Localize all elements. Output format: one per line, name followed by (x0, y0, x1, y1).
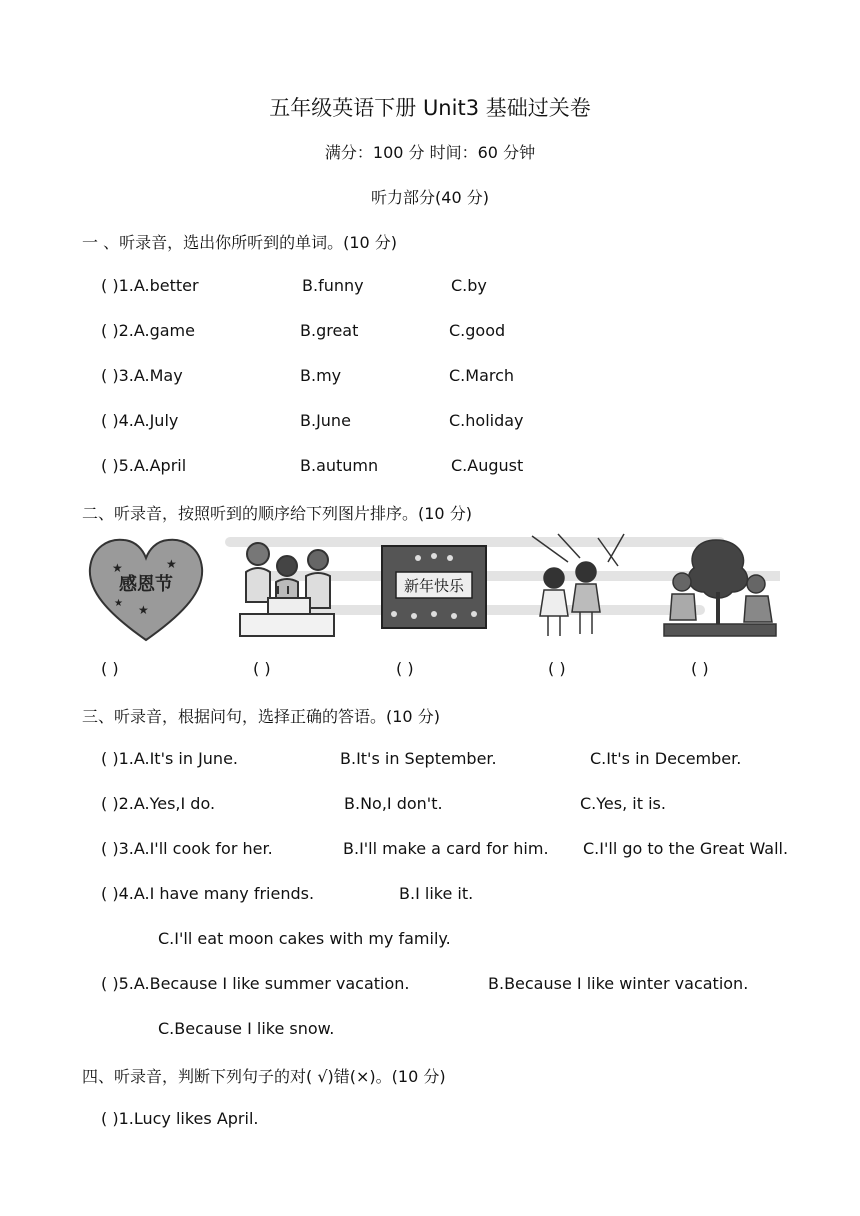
s3-q3-stem: ( )3.A.I'll cook for her. (101, 839, 273, 858)
svg-text:★: ★ (138, 603, 149, 617)
s1-q1-stem: ( )1.A.better (101, 276, 199, 295)
s3-q2-stem: ( )2.A.Yes,I do. (101, 794, 216, 813)
section-1-heading: 一 、听录音，选出你所听到的单词。(10 分) (82, 233, 398, 252)
s3-q2-b: B.No,I don't. (344, 794, 443, 813)
s1-q1-c: C.by (451, 276, 487, 295)
page-title: 五年级英语下册 Unit3 基础过关卷 (269, 96, 591, 120)
s4-q1: ( )1.Lucy likes April. (101, 1109, 259, 1128)
s3-q5-stem: ( )5.A.Because I like summer vacation. (101, 974, 410, 993)
svg-text:★: ★ (114, 598, 123, 609)
s1-q2-c: C.good (449, 321, 506, 340)
kids-planting-tree-icon (660, 532, 780, 644)
s3-q4-stem: ( )4.A.I have many friends. (101, 884, 315, 903)
picture-1-answer-blank[interactable]: ( ) (101, 659, 119, 678)
s1-q5-stem: ( )5.A.April (101, 456, 187, 475)
heart-thanksgiving-icon (86, 532, 206, 644)
s3-q4-c: C.I'll eat moon cakes with my family. (158, 929, 451, 948)
picture-2-answer-blank[interactable]: ( ) (253, 659, 271, 678)
kids-fireworks-icon (528, 532, 640, 644)
s3-q5-c: C.Because I like snow. (158, 1019, 335, 1038)
s1-q4-c: C.holiday (449, 411, 524, 430)
s1-q3-stem: ( )3.A.May (101, 366, 183, 385)
section-3-heading: 三、听录音，根据问句，选择正确的答语。(10 分) (82, 707, 440, 726)
s3-q4-b: B.I like it. (399, 884, 474, 903)
new-year-sign-icon (378, 532, 490, 644)
s1-q3-b: B.my (300, 366, 342, 385)
s3-q1-stem: ( )1.A.It's in June. (101, 749, 238, 768)
s3-q5-b: B.Because I like winter vacation. (488, 974, 749, 993)
picture-5-answer-blank[interactable]: ( ) (691, 659, 709, 678)
s1-q5-b: B.autumn (300, 456, 379, 475)
section-4-heading: 四、听录音，判断下列句子的对( √)错(×)。(10 分) (82, 1067, 446, 1086)
s3-q1-c: C.It's in December. (590, 749, 742, 768)
family-cake-icon (232, 532, 342, 644)
picture-4-answer-blank[interactable]: ( ) (548, 659, 566, 678)
s1-q3-c: C.March (449, 366, 515, 385)
section-2-heading: 二、听录音，按照听到的顺序给下列图片排序。(10 分) (82, 504, 472, 523)
svg-text:★: ★ (166, 557, 177, 571)
s3-q3-b: B.I'll make a card for him. (343, 839, 549, 858)
s1-q4-b: B.June (300, 411, 351, 430)
svg-text:★: ★ (112, 561, 123, 575)
s1-q5-c: C.August (451, 456, 524, 475)
s3-q1-b: B.It's in September. (340, 749, 497, 768)
listening-part-heading: 听力部分(40 分) (371, 188, 489, 207)
s3-q3-c: C.I'll go to the Great Wall. (583, 839, 789, 858)
picture-3-answer-blank[interactable]: ( ) (396, 659, 414, 678)
s1-q1-b: B.funny (302, 276, 364, 295)
heart-label: 感恩节 (119, 574, 173, 595)
s1-q2-stem: ( )2.A.game (101, 321, 195, 340)
s1-q4-stem: ( )4.A.July (101, 411, 179, 430)
exam-meta: 满分：100 分 时间：60 分钟 (324, 143, 536, 162)
s3-q2-c: C.Yes, it is. (580, 794, 666, 813)
s1-q2-b: B.great (300, 321, 359, 340)
new-year-label: 新年快乐 (403, 577, 465, 595)
